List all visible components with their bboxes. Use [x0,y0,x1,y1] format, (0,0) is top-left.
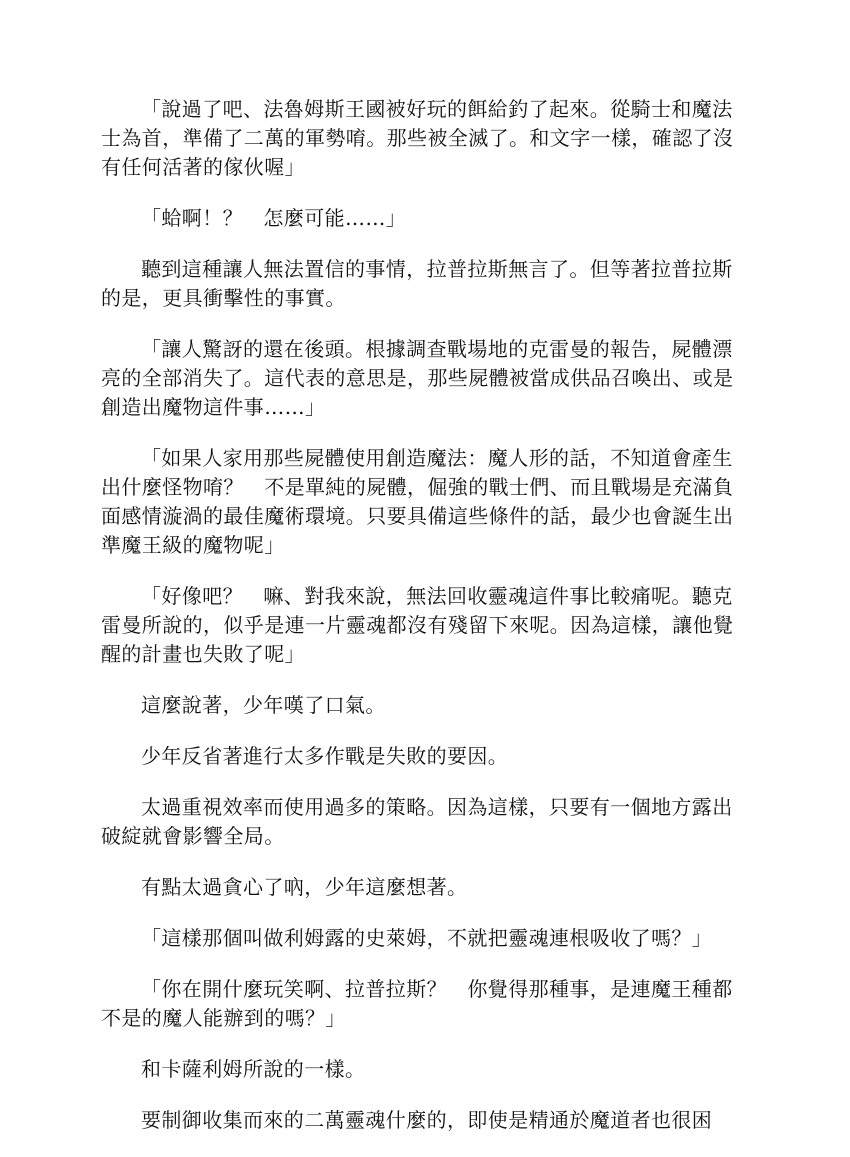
paragraph: 少年反省著進行太多作戰是失敗的要因。 [141,744,509,768]
paragraph: 「如果人家用那些屍體使用創造魔法：魔人形的話，不知道會產生出什麼怪物唷？ 不是單純的屍體，倔強的戰士們、而且戰場是充滿負面感情漩渦的最佳魔術環境。只要具備這些條件的話，最少也會誕生出準魔王級的魔物呢」 [101,446,734,557]
paragraph: 有點太過貪心了吶，少年這麼想著。 [141,875,468,899]
paragraph: 要制御收集而來的二萬靈魂什麼的，即使是精通於魔道者也很困 [141,1108,713,1132]
paragraph: 「好像吧？ 嘛、對我來說，無法回收靈魂這件事比較痛呢。聽克雷曼所說的，似乎是連一片靈魂都沒有殘留下來呢。因為這樣，讓他覺醒的計畫也失敗了呢」 [101,584,734,666]
paragraph: 「蛤啊！？ 怎麼可能……」 [141,206,407,230]
document-body [101,95,746,1157]
paragraph: 「你在開什麼玩笑啊、拉普拉斯？ 你覺得那種事，是連魔王種都不是的魔人能辦到的嗎？」 [101,977,733,1030]
paragraph: 「這樣那個叫做利姆露的史萊姆，不就把靈魂連根吸收了嗎？」 [141,926,713,950]
paragraph: 和卡薩利姆所說的一樣。 [141,1057,366,1081]
paragraph: 這麼說著，少年嘆了口氣。 [141,693,386,717]
paragraph: 「讓人驚訝的還在後頭。根據調查戰場地的克雷曼的報告，屍體漂亮的全部消失了。這代表的意思是，那些屍體被當成供品召喚出、或是創造出魔物這件事……」 [101,337,734,419]
paragraph: 「說過了吧、法魯姆斯王國被好玩的餌給釣了起來。從騎士和魔法士為首，準備了二萬的軍勢唷。那些被全滅了。和文字一樣，確認了沒有任何活著的傢伙喔」 [101,97,734,179]
paragraph: 太過重視效率而使用過多的策略。因為這樣，只要有一個地方露出破綻就會影響全局。 [101,795,733,848]
paragraph: 聽到這種讓人無法置信的事情，拉普拉斯無言了。但等著拉普拉斯的是，更具衝擊性的事實。 [101,257,733,310]
